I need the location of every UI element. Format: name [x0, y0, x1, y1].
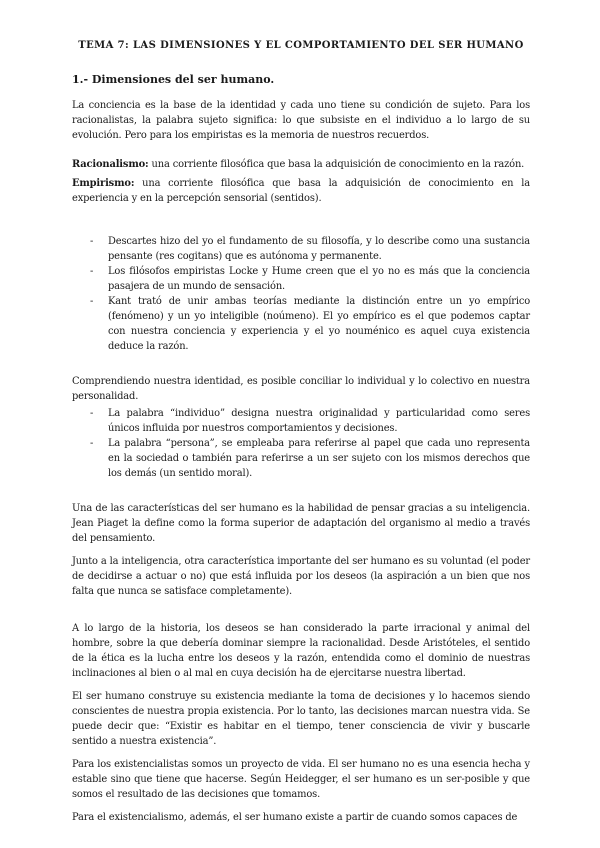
document-title: TEMA 7: LAS DIMENSIONES Y EL COMPORTAMIENTO DEL SER HUMANO	[78, 40, 524, 51]
paragraph-voluntad: Junto a la inteligencia, otra característica importante del ser humano es su voluntad (el poder de decidirse a actuar o no) que está influida por los deseos (la aspiración a un bien que nos falta que nunca se satisface completamente).	[72, 556, 530, 597]
definition-racionalismo	[72, 157, 530, 172]
list-item: - Los filósofos empiristas Locke y Hume creen que el yo no es más que la conciencia pasajera de un mundo de sensación.	[108, 264, 530, 294]
list-item: - Kant trató de unir ambas teorías mediante la distinción entre un yo empírico (fenómeno) y un yo inteligible (noúmeno). El yo empírico es el que podemos captar con nuestra conciencia y experiencia y el yo nouménico es aquel cuya existencia deduce la razón.	[108, 294, 530, 354]
document-page	[72, 40, 530, 833]
section-heading: 1.- Dimensiones del ser humano.	[72, 73, 275, 86]
def-racionalismo: una corriente filosófica que basa la adquisición de conocimiento en la razón.	[148, 159, 525, 170]
paragraph-existencialistas: Para los existencialistas somos un proyecto de vida. El ser humano no es una esencia hecha y estable sino que tiene que hacerse. Según Heidegger, el ser humano es un ser-posible y que somos el resultado de las decisiones que tomamos.	[72, 759, 530, 800]
list-item: - La palabra “individuo” designa nuestra originalidad y particularidad como seres únicos influida por nuestros comportamientos y decisiones.	[108, 406, 530, 436]
list-item: - Descartes hizo del yo el fundamento de su filosofía, y lo describe como una sustancia pensante (res cogitans) que es autónoma y permanente.	[108, 234, 530, 264]
list-individuo-persona	[72, 406, 530, 481]
paragraph-deseos: A lo largo de la historia, los deseos se han considerado la parte irracional y animal del hombre, sobre la que debería dominar siempre la racionalidad. Desde Aristóteles, el sentido de la ética es la lucha entre los deseos y la razón, entendida como el dominio de nuestras inclinaciones al bien o al mal en cuya decisión ha de ejercitarse nuestra libertad.	[72, 623, 530, 679]
paragraph-existencialismo: Para el existencialismo, además, el ser humano existe a partir de cuando somos capaces de	[72, 812, 518, 823]
term-racionalismo: Racionalismo:	[72, 159, 149, 170]
list-yo-theories	[72, 234, 530, 354]
list-item: - La palabra “persona”, se empleaba para referirse al papel que cada uno representa en la sociedad o también para referirse a un ser sujeto con los mismos derechos que los demás (un sentido moral).	[108, 436, 530, 481]
definition-empirismo	[72, 176, 530, 206]
term-empirismo: Empirismo:	[72, 178, 135, 189]
paragraph-existencia: El ser humano construye su existencia mediante la toma de decisiones y lo hacemos siendo conscientes de nuestra propia existencia. Por lo tanto, las decisiones marcan nuestra vida. Se puede decir que: “Existir es habitar en el tiempo, tener consciencia de vivir y buscarle sentido a nuestra existencia”.	[72, 691, 530, 747]
paragraph-conciencia: La conciencia es la base de la identidad y cada uno tiene su condición de sujeto. Para los racionalistas, la palabra sujeto significa: lo que subsiste en el individuo a lo largo de su evolución. Pero para los empiristas es la memoria de nuestros recuerdos.	[72, 100, 530, 141]
paragraph-inteligencia: Una de las características del ser humano es la habilidad de pensar gracias a su inteligencia. Jean Piaget la define como la forma superior de adaptación del organismo al medio a través del pensamiento.	[72, 503, 530, 544]
paragraph-identidad: Comprendiendo nuestra identidad, es posible conciliar lo individual y lo colectivo en nuestra personalidad.	[72, 376, 530, 402]
def-empirismo: una corriente filosófica que basa la adquisición de conocimiento en la experiencia y en la percepción sensorial (sentidos).	[72, 178, 530, 204]
